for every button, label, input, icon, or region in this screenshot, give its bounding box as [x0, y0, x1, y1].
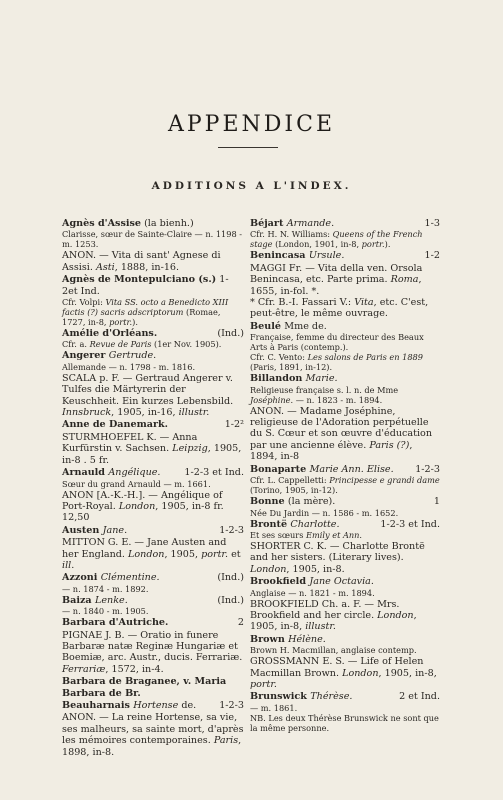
entry-plain: , 1898, in-8.: [62, 735, 242, 758]
entry-text: [62, 432, 241, 466]
entry-plain: 1-2et Ind.: [62, 274, 229, 297]
entry-italic: portr.: [361, 239, 385, 250]
entry-headword: Agnès de Montepulciano (s.): [62, 274, 217, 286]
index-entry: [250, 541, 440, 575]
entry-reference: 2 et Ind.: [399, 691, 440, 703]
entry-line: [250, 218, 440, 229]
entry-italic: Vita SS. octo a Benedicto XIII factis (?) sacris adscriptorum: [62, 297, 229, 318]
entry-italic: Roma: [390, 274, 419, 286]
entry-headword: Bonne: [250, 496, 288, 508]
index-entry: [62, 490, 244, 524]
entry-text: [62, 606, 149, 616]
entry-plain: PIGNAE J. B. — Oratio in funere Barbaræ natæ Reginæ Hungariæ et Boemiæ, arc. Austr., ducis. Ferrariæ.: [62, 629, 243, 664]
entry-italic: Les salons de Paris en 1889: [307, 352, 423, 363]
index-entry: [62, 432, 244, 466]
entry-line: [62, 525, 244, 536]
entry-line: [62, 630, 244, 676]
entry-plain: Cfr. a.: [62, 339, 90, 350]
entry-note: [62, 584, 244, 594]
entry-text: [62, 537, 241, 571]
entry-note: [250, 645, 440, 655]
entry-headword: Billandon: [250, 373, 306, 385]
entry-text: [62, 362, 195, 372]
index-entry: [250, 519, 440, 540]
entry-text: [62, 274, 229, 296]
entry-line: [250, 263, 440, 297]
entry-plain: NB. Les deux Thérèse Brunswick ne sont que la même personne.: [250, 712, 439, 733]
entry-line: [62, 350, 244, 361]
entry-line: [250, 464, 440, 475]
left-column: [62, 218, 244, 759]
entry-plain: MAGGI Fr. — Vita della ven. Orsola Benincasa, etc. Parte prima.: [250, 262, 423, 286]
entry-plain: Cfr. L. Cappelletti:: [250, 475, 330, 486]
entry-text: [62, 250, 221, 272]
entry-plain: , 1894, in-8: [250, 439, 413, 463]
entry-line: [62, 218, 244, 229]
index-entry: [250, 464, 440, 495]
entry-italic: Paris (?): [369, 439, 410, 451]
entry-text: [62, 373, 233, 418]
entry-text: [250, 713, 439, 733]
entry-plain: Sœur du grand Arnauld — m. 1661.: [62, 478, 211, 489]
entry-text: [250, 475, 440, 495]
entry-reference: 2: [237, 617, 244, 629]
index-entry: [250, 691, 440, 732]
entry-italic: Jane Octavia.: [309, 576, 374, 588]
index-entry: [62, 350, 244, 371]
entry-text: [250, 385, 398, 405]
entry-plain: , etc. C'est, peut-être, le même ouvrage.: [250, 297, 429, 320]
index-entry: [62, 328, 244, 349]
entry-headword: Brookfield: [250, 576, 310, 588]
index-entry: [62, 419, 244, 430]
entry-text: [250, 229, 423, 249]
bleed-through-header: [0, 12, 503, 42]
entry-italic: ill.: [62, 559, 75, 571]
entry-line: [250, 321, 440, 332]
entry-headword: Austen: [62, 524, 103, 536]
entry-line: [62, 328, 244, 339]
entry-note: [62, 479, 244, 489]
entry-italic: Ursule.: [308, 250, 345, 262]
entry-line: [62, 467, 244, 478]
entry-plain: ANON. — Madame Joséphine, religieuse de l'Adoration perpétuelle du S. Cœur et son œuvre d'éducation par une ancienne élève.: [250, 405, 432, 451]
index-entry: [250, 250, 440, 261]
entry-text: [62, 584, 149, 594]
index-entry: [250, 406, 440, 463]
entry-headword: Beulé: [250, 320, 285, 332]
entry-line: [62, 373, 244, 419]
entry-text: [62, 617, 168, 628]
index-entry: [250, 373, 440, 404]
entry-headword: Bonaparte: [250, 463, 310, 475]
entry-plain: , 1905, in-16,: [111, 407, 179, 419]
entry-plain: Cfr. Volpi:: [62, 297, 106, 308]
entry-reference: 1-2-3: [415, 463, 440, 475]
index-entry: [62, 373, 244, 419]
entry-plain: Française, femme du directeur des Beaux Arts à Paris (contemp.).: [250, 332, 424, 353]
entry-text: [250, 496, 335, 507]
entry-reference: 1-2: [424, 250, 440, 262]
entry-text: [250, 464, 394, 475]
index-entry: [62, 467, 244, 488]
entry-line: [250, 406, 440, 463]
entry-note: [250, 297, 440, 320]
entry-line: [62, 712, 244, 758]
index-entry: [62, 274, 244, 327]
section-subtitle: ADDITIONS A L'INDEX.: [151, 180, 352, 192]
entry-text: [250, 373, 338, 384]
entry-line: [62, 617, 244, 628]
entry-text: [250, 519, 340, 530]
entry-note: [250, 703, 440, 713]
entry-text: [62, 525, 127, 536]
entry-headword: Brunswick: [250, 691, 311, 703]
entry-plain: (Paris, 1891, in-12).: [250, 362, 333, 373]
entry-note: [250, 713, 440, 733]
index-entry: [62, 676, 244, 699]
entry-reference: 1-2-3: [219, 700, 244, 711]
entry-plain: , 1905, in-8,: [250, 609, 417, 633]
entry-note: [62, 362, 244, 372]
entry-plain: SCALA p. F. — Gertraud Angerer v. Tulfes die Märtyrerin der Keuschheit. Ein kurzes Lebensbild.: [62, 372, 234, 407]
entry-note: [62, 297, 244, 327]
entry-line: [250, 373, 440, 384]
entry-italic: Leipzig: [172, 443, 208, 455]
index-entry: [62, 537, 244, 571]
entry-plain: SHORTER C. K. — Charlotte Brontë and her sisters. (Literary lives).: [250, 540, 425, 564]
entry-plain: (1er Nov. 1905).: [151, 339, 222, 350]
entry-note: [62, 339, 244, 349]
entry-italic: Thérèse.: [310, 691, 353, 703]
entry-note: [250, 508, 440, 518]
entry-text: [250, 297, 428, 319]
entry-italic: Revue de Paris: [89, 339, 152, 350]
entry-headword: Agnès d'Assise: [62, 218, 142, 229]
entry-italic: Joséphine.: [250, 394, 294, 405]
entry-headword: Béjart: [250, 218, 287, 229]
entry-text: [250, 703, 297, 713]
entry-plain: (Torino, 1905, in-12).: [250, 485, 338, 496]
entry-headword: Benincasa: [250, 250, 309, 262]
entry-text: [62, 328, 157, 339]
page-title: APPENDICE: [167, 112, 336, 137]
entry-text: [62, 467, 160, 478]
entry-reference: 1-2-3: [219, 524, 244, 536]
entry-text: [62, 339, 221, 349]
entry-note: [62, 606, 244, 616]
entry-text: [62, 630, 242, 675]
entry-italic: Queens of the French stage: [250, 229, 423, 250]
index-entry: [62, 572, 244, 593]
entry-headword: Angerer: [62, 350, 109, 362]
entry-italic: Armande.: [286, 218, 335, 229]
entry-plain: * Cfr. B.-I. Fassari V.:: [250, 297, 355, 309]
entry-note: [250, 588, 440, 598]
entry-note: [250, 530, 440, 540]
index-entry: [250, 576, 440, 597]
entry-plain: Anglaise — n. 1821 - m. 1894.: [250, 587, 375, 598]
entry-headword: Beauharnais: [62, 700, 134, 711]
entry-italic: Hortense: [133, 700, 179, 711]
entry-plain: (la bienh.): [141, 218, 194, 229]
entry-headword: Anne de Danemark.: [62, 419, 169, 431]
entry-plain: Brown H. Macmillan, anglaise contemp.: [250, 645, 417, 656]
entry-reference: 1-2-3 et Ind.: [380, 518, 440, 530]
entry-italic: Vita: [354, 297, 374, 309]
entry-line: [62, 595, 244, 606]
entry-text: [250, 250, 344, 261]
entry-line: [250, 496, 440, 507]
entry-plain: Clarisse, sœur de Sainte-Claire — n. 1198 - m. 1253.: [62, 229, 243, 250]
entry-line: [62, 676, 244, 699]
entry-plain: , 1905, in-8 . 5 fr.: [62, 443, 242, 466]
entry-italic: London: [377, 609, 414, 621]
index-entry: [250, 263, 440, 320]
entry-italic: Innsbruck: [62, 407, 112, 419]
entry-line: [62, 274, 244, 297]
entry-text: [62, 595, 128, 606]
entry-note: [250, 229, 440, 249]
entry-plain: BROOKFIELD Ch. a. F. — Mrs. Brookfield and her circle.: [250, 598, 400, 621]
entry-headword: Amélie d'Orléans.: [62, 328, 158, 340]
entry-plain: Et ses sœurs: [250, 529, 307, 540]
index-entry: [62, 630, 244, 676]
entry-text: [62, 297, 228, 327]
entry-italic: Marie Ann. Elise.: [309, 463, 394, 475]
entry-reference: 1: [433, 496, 440, 508]
entry-headword: Arnauld: [62, 467, 109, 479]
entry-text: [250, 332, 424, 352]
entry-text: [62, 218, 194, 229]
entry-italic: Charlotte.: [290, 518, 340, 530]
entry-note: [250, 352, 440, 372]
entry-text: [62, 419, 168, 430]
entry-plain: — n. 1874 - m. 1892.: [62, 583, 149, 594]
entry-line: [250, 519, 440, 530]
entry-italic: London: [342, 667, 379, 679]
entry-line: [62, 250, 244, 273]
entry-line: [62, 432, 244, 466]
entry-plain: , 1905, in-8.: [286, 563, 345, 575]
entry-plain: GROSSMANN E. S. — Life of Helen Macmillan Brown.: [250, 656, 424, 679]
entry-headword: Brown: [250, 633, 289, 645]
entry-note: [250, 475, 440, 495]
index-entry: [62, 595, 244, 616]
entry-reference: (Ind.): [217, 572, 244, 584]
entry-note: [250, 332, 440, 352]
entry-plain: — n. 1840 - m. 1905.: [62, 606, 149, 617]
entry-plain: , 1655, in-fol. *.: [250, 274, 422, 297]
entry-note: [250, 385, 440, 405]
entry-italic: portr.: [109, 317, 133, 328]
entry-line: [250, 541, 440, 575]
entry-line: [62, 700, 244, 711]
index-entry: [250, 496, 440, 517]
entry-text: [62, 712, 244, 757]
entry-plain: , 1905, in-8,: [378, 667, 437, 679]
index-entry: [62, 712, 244, 758]
entry-italic: Paris: [213, 735, 239, 747]
entry-text: [250, 541, 425, 575]
entry-text: [250, 634, 326, 645]
entry-italic: illustr.: [178, 407, 210, 419]
entry-line: [250, 576, 440, 587]
entry-line: [62, 490, 244, 524]
entry-italic: Clémentine.: [100, 572, 160, 584]
entry-italic: Principesse e grandi dame: [329, 475, 440, 486]
entry-plain: ).: [384, 239, 391, 250]
entry-italic: Ferrariæ: [62, 663, 106, 675]
entry-text: [250, 218, 334, 229]
entry-reference: 1-2-3 et Ind.: [184, 467, 244, 479]
index-entry: [62, 218, 244, 249]
entry-text: [250, 508, 398, 518]
entry-italic: Lenke.: [94, 594, 128, 606]
index-entry: [250, 218, 440, 249]
entry-italic: Jane.: [102, 524, 128, 536]
entry-plain: et: [228, 548, 241, 560]
entry-headword: Barbara d'Autriche.: [62, 617, 169, 629]
entry-plain: Religieuse française s. l. n. de Mme: [250, 384, 399, 395]
entry-line: [250, 250, 440, 261]
entry-line: [250, 599, 440, 633]
entry-italic: Asti: [95, 261, 115, 273]
entry-line: [62, 537, 244, 571]
entry-text: [62, 479, 211, 489]
entry-headword: Azzoni: [62, 572, 101, 584]
entry-italic: Gertrude.: [108, 350, 157, 362]
entry-plain: , 1572, in-4.: [105, 663, 164, 675]
entry-italic: London: [118, 500, 156, 512]
entry-text: [250, 599, 417, 633]
entry-reference: (Ind.): [217, 328, 244, 340]
entry-plain: ANON. — Vita di sant' Agnese di Assisi.: [62, 250, 221, 273]
entry-plain: (London, 1901, in-8,: [272, 239, 362, 250]
entry-text: [250, 691, 352, 702]
index-entry: [62, 700, 244, 711]
entry-text: [250, 406, 432, 463]
entry-text: [250, 352, 423, 372]
entry-plain: ANON. — La reine Hortense, sa vie, ses malheurs, sa sainte mort, d'après les mémoires contemporaines.: [62, 712, 244, 747]
entry-text: [62, 229, 242, 249]
entry-italic: London: [128, 548, 165, 560]
title-rule: [218, 147, 278, 148]
entry-italic: illustr.: [305, 621, 336, 633]
entry-text: [250, 656, 437, 690]
entry-plain: ANON [A.-K.-H.]. — Angélique of Port-Royal.: [62, 489, 223, 512]
entry-italic: portr.: [201, 548, 229, 560]
entry-line: [62, 572, 244, 583]
entry-italic: Emily et Ann.: [306, 529, 363, 540]
index-entry: [250, 321, 440, 372]
entry-reference: (Ind.): [217, 594, 244, 606]
entry-italic: portr.: [250, 678, 277, 690]
entry-text: [250, 588, 375, 598]
index-entry: [62, 250, 244, 273]
entry-text: [250, 263, 422, 297]
entry-reference: 1-2²: [224, 419, 244, 431]
entry-plain: ).: [132, 317, 138, 328]
entry-headword: Barbara de Braganee, v. Maria Barbara de Br.: [62, 676, 227, 699]
index-entry: [62, 617, 244, 628]
entry-italic: Marie.: [305, 373, 338, 385]
entry-text: [62, 350, 156, 361]
entry-plain: MITTON G. E. — Jane Austen and her England.: [62, 537, 227, 560]
entry-plain: Née Du Jardin — n. 1586 - m. 1652.: [250, 507, 399, 518]
entry-text: [62, 676, 226, 698]
entry-line: [62, 419, 244, 430]
entry-text: [250, 321, 327, 332]
entry-italic: Hélène.: [288, 633, 326, 645]
entry-plain: — n. 1823 - m. 1894.: [293, 394, 383, 405]
entry-plain: , 1905,: [164, 548, 202, 560]
entry-text: [62, 572, 160, 583]
entry-plain: STURMHOEFEL K. — Anna Kurfürstin v. Sachsen.: [62, 431, 198, 455]
entry-plain: (la mère).: [287, 496, 336, 508]
entry-note: [62, 229, 244, 249]
entry-italic: Angélique.: [108, 467, 161, 479]
index-entry: [250, 656, 440, 690]
entry-italic: London: [250, 563, 287, 575]
entry-reference: 1-3: [424, 218, 440, 229]
entry-text: [62, 700, 196, 711]
entry-text: [250, 645, 417, 655]
entry-text: [250, 576, 374, 587]
entry-plain: de.: [178, 700, 197, 711]
entry-line: [250, 691, 440, 702]
entry-plain: Cfr. C. Vento:: [250, 352, 308, 363]
entry-plain: , 1905, in-8 fr. 12,50: [62, 500, 224, 524]
entry-plain: (Romae, 1727, in-8,: [62, 307, 221, 328]
entry-plain: , 1888, in-16.: [114, 261, 180, 273]
entry-plain: Allemande — n. 1798 - m. 1816.: [62, 361, 196, 372]
entry-headword: Brontë: [250, 518, 291, 530]
right-column: [250, 218, 440, 734]
entry-text: [250, 530, 362, 540]
entry-plain: Cfr. H. N. Williams:: [250, 229, 333, 240]
entry-plain: — m. 1861.: [250, 702, 298, 713]
entry-line: [250, 634, 440, 645]
entry-plain: Mme de.: [284, 320, 327, 332]
entry-headword: Baiza: [62, 594, 95, 606]
index-entry: [250, 634, 440, 655]
index-entry: [62, 525, 244, 536]
entry-line: [250, 656, 440, 690]
index-entry: [250, 599, 440, 633]
entry-text: [62, 490, 224, 524]
